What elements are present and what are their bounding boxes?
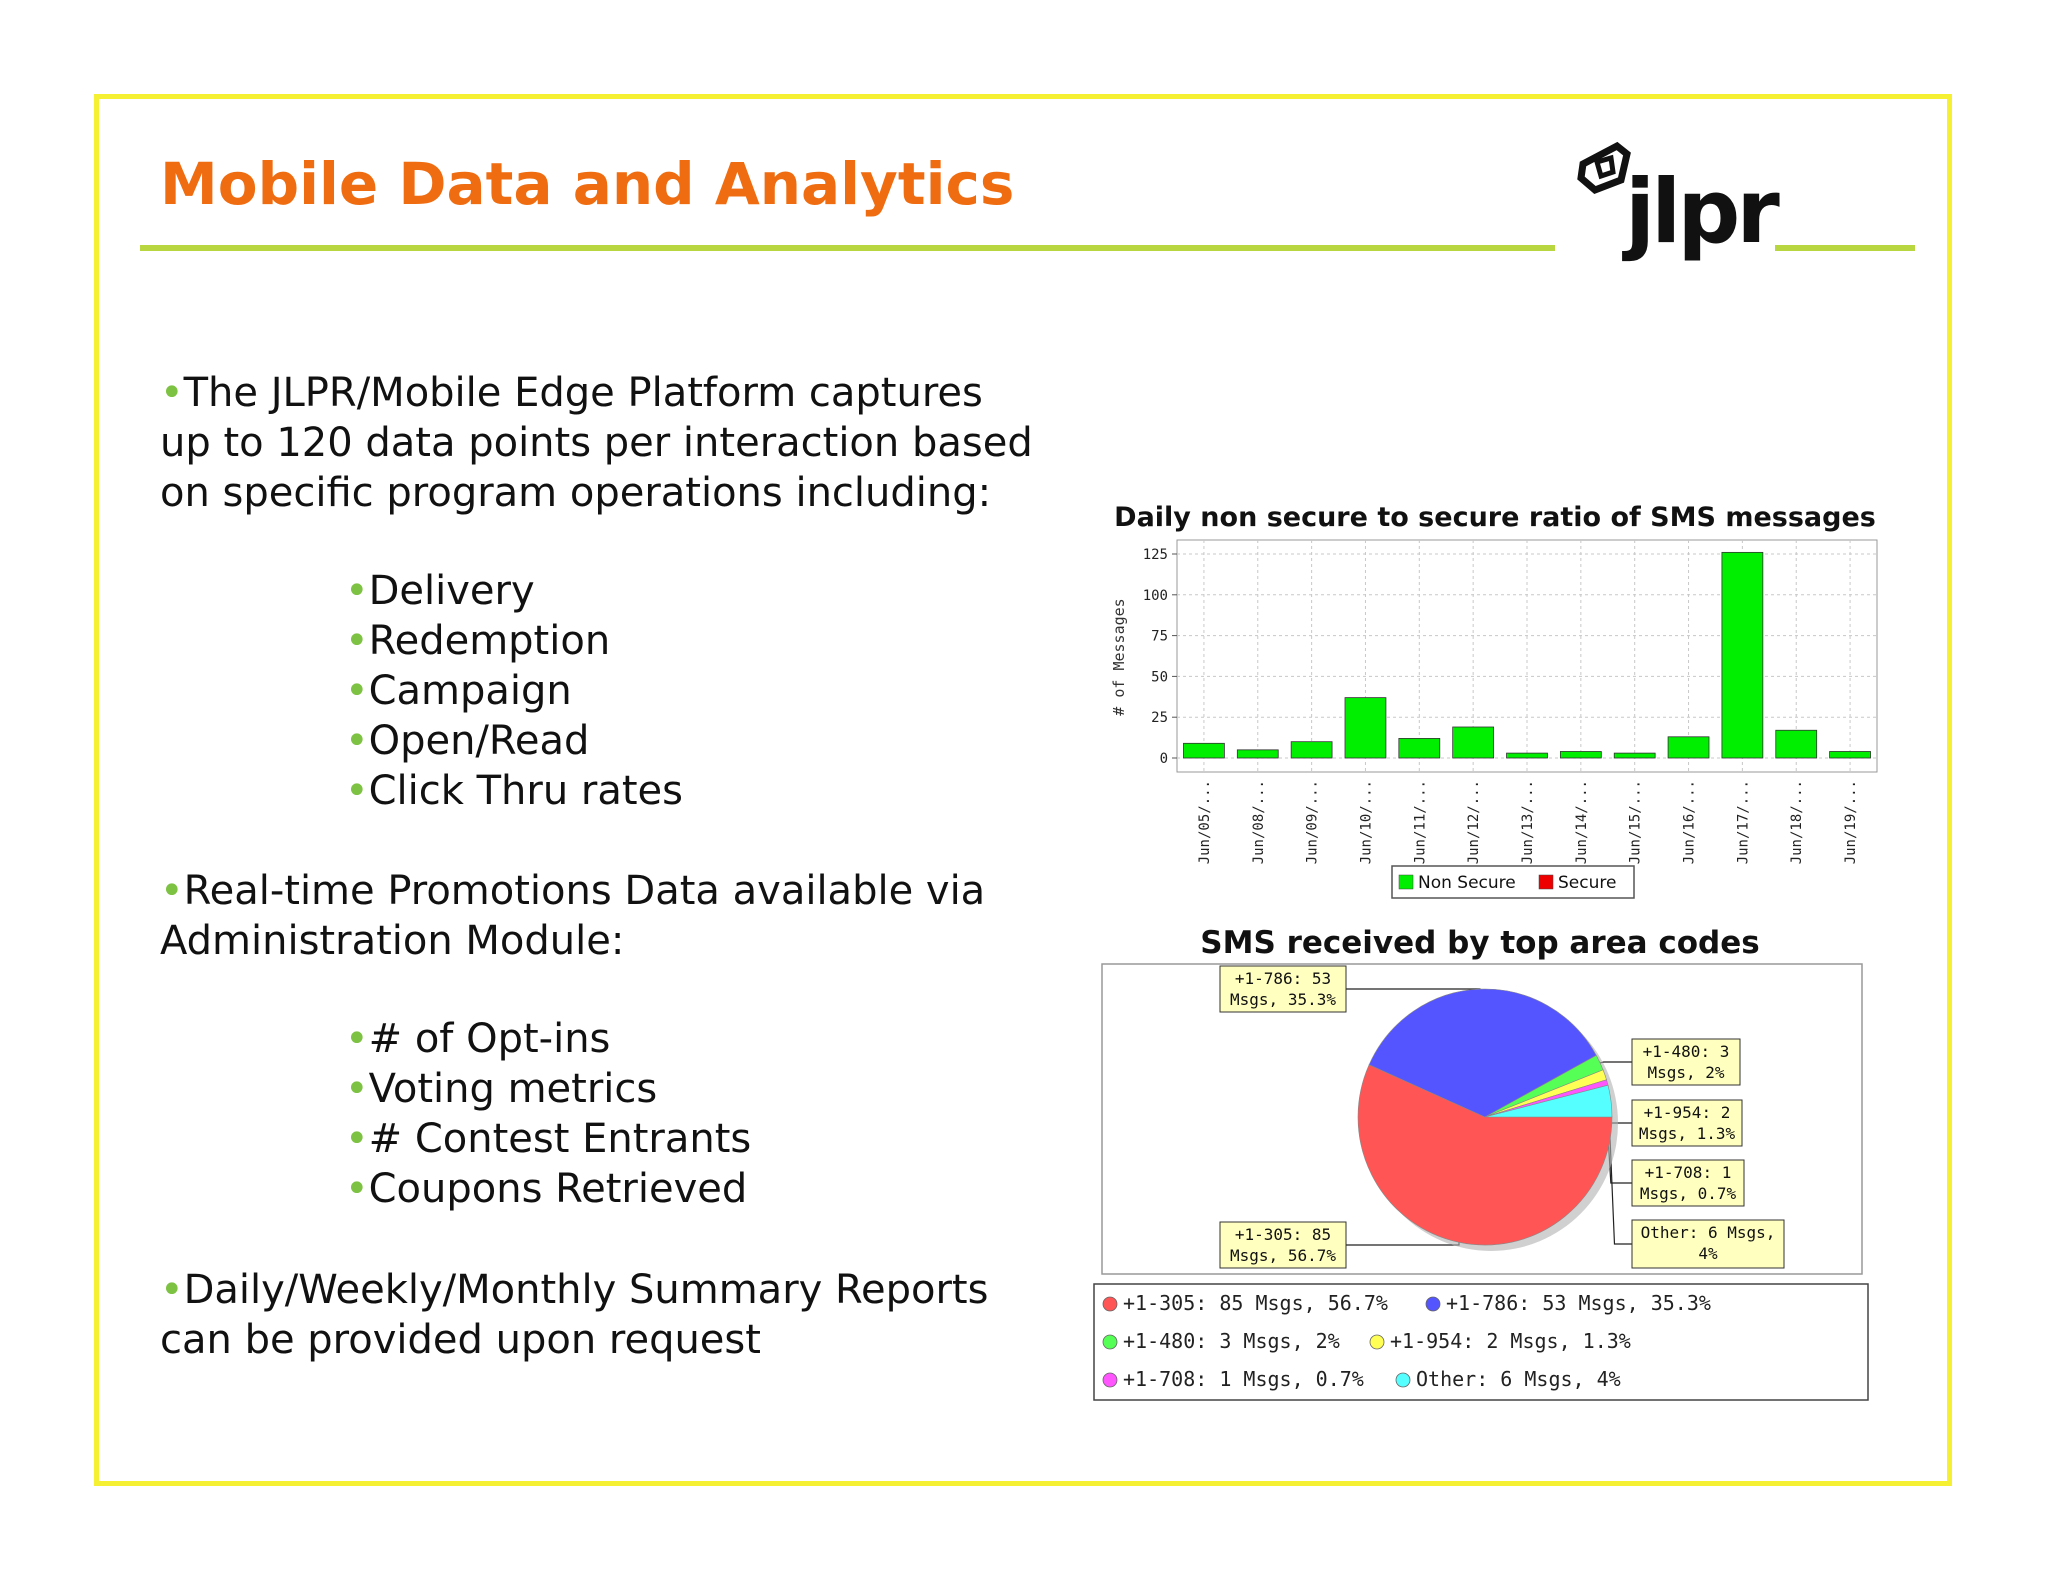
pie-legend-swatch xyxy=(1370,1335,1384,1349)
legend-label-non-secure: Non Secure xyxy=(1418,873,1516,893)
pie-legend-swatch xyxy=(1103,1335,1117,1349)
y-tick-label: 125 xyxy=(1142,547,1168,563)
bar xyxy=(1830,751,1871,758)
x-tick-label: Jun/11/... xyxy=(1412,780,1429,865)
list-item: •Click Thru rates xyxy=(345,768,684,814)
pie-callout-label: +1-786: 53 xyxy=(1234,969,1332,988)
x-tick-label: Jun/14/... xyxy=(1573,780,1590,865)
bar-y-ticks xyxy=(1143,547,1177,767)
bar xyxy=(1453,727,1494,758)
x-tick-label: Jun/05/... xyxy=(1196,780,1213,865)
charts-panel xyxy=(1090,490,1910,1410)
legend-label-secure: Secure xyxy=(1558,873,1617,893)
pie-callout-label: 4% xyxy=(1698,1244,1718,1263)
bar xyxy=(1776,730,1817,758)
y-tick-label: 75 xyxy=(1151,628,1168,645)
pie-legend-label: Other: 6 Msgs, 4% xyxy=(1416,1367,1621,1391)
x-tick-label: Jun/19/... xyxy=(1843,780,1860,865)
pie-legend-label: +1-954: 2 Msgs, 1.3% xyxy=(1390,1329,1631,1353)
pie-chart-title: SMS received by top area codes xyxy=(1200,925,1760,961)
pie-callout-label: Msgs, 35.3% xyxy=(1230,990,1336,1009)
list-item: •Delivery xyxy=(345,568,535,614)
list-item: •Open/Read xyxy=(345,718,590,764)
x-tick-label: Jun/09/... xyxy=(1304,780,1321,865)
para1-line-1: •The JLPR/Mobile Edge Platform captures xyxy=(160,370,983,416)
pie-callout-label: Msgs, 56.7% xyxy=(1230,1246,1336,1265)
list-item: •Voting metrics xyxy=(345,1066,658,1112)
x-tick-label: Jun/08/... xyxy=(1250,780,1267,865)
pie-callout-label: +1-305: 85 xyxy=(1234,1225,1332,1244)
list-item: •Redemption xyxy=(345,618,611,664)
bar xyxy=(1614,753,1655,758)
pie-legend-swatch xyxy=(1103,1297,1117,1311)
pie-legend-swatch xyxy=(1396,1373,1410,1387)
pie-legend-label: +1-480: 3 Msgs, 2% xyxy=(1123,1329,1340,1353)
x-tick-label: Jun/12/... xyxy=(1466,780,1483,865)
bar xyxy=(1183,743,1224,758)
y-tick-label: 100 xyxy=(1142,587,1168,604)
list-item: •Campaign xyxy=(345,668,572,714)
logo-text: jlpr xyxy=(1625,160,1776,263)
para1-line-3: on specific program operations including: xyxy=(160,470,992,516)
pie-callout-label: Msgs, 1.3% xyxy=(1638,1124,1736,1143)
x-tick-label: Jun/18/... xyxy=(1789,780,1806,865)
y-tick-label: 50 xyxy=(1151,669,1168,686)
para2-line-1: •Real-time Promotions Data available via xyxy=(160,868,986,914)
bar xyxy=(1668,737,1709,758)
para1-line-2: up to 120 data points per interaction based xyxy=(160,420,1033,466)
y-tick-label: 0 xyxy=(1159,751,1168,767)
bar xyxy=(1291,742,1332,758)
title-rule-left xyxy=(140,245,1555,251)
list-item: •# Contest Entrants xyxy=(345,1116,752,1162)
bar xyxy=(1237,750,1278,758)
pie-legend-label: +1-708: 1 Msgs, 0.7% xyxy=(1123,1367,1364,1391)
para3-line-2: can be provided upon request xyxy=(160,1317,761,1363)
pie-legend-label: +1-786: 53 Msgs, 35.3% xyxy=(1446,1291,1711,1315)
para2-line-2: Administration Module: xyxy=(160,918,625,964)
pie-callout-label: +1-480: 3 xyxy=(1642,1042,1730,1061)
bar xyxy=(1345,698,1386,758)
slide-title: Mobile Data and Analytics xyxy=(160,150,1015,218)
x-tick-label: Jun/16/... xyxy=(1681,780,1698,865)
pie-legend-label: +1-305: 85 Msgs, 56.7% xyxy=(1123,1291,1388,1315)
pie-legend-swatch xyxy=(1426,1297,1440,1311)
bar xyxy=(1722,552,1763,758)
bar-chart xyxy=(1110,502,1877,898)
title-rule-right xyxy=(1775,245,1915,251)
bar-x-ticks xyxy=(1197,780,1859,864)
pie-callout-label: Other: 6 Msgs, xyxy=(1640,1223,1776,1242)
legend-swatch-secure xyxy=(1539,875,1553,889)
bar xyxy=(1399,738,1440,758)
para3-line-1: •Daily/Weekly/Monthly Summary Reports xyxy=(160,1267,989,1313)
list-item: •# of Opt-ins xyxy=(345,1016,611,1062)
pie-callout-label: Msgs, 2% xyxy=(1647,1063,1725,1082)
y-tick-label: 25 xyxy=(1151,710,1168,727)
bar xyxy=(1560,751,1601,758)
pie-legend-swatch xyxy=(1103,1373,1117,1387)
x-tick-label: Jun/17/... xyxy=(1735,780,1752,865)
x-tick-label: Jun/15/... xyxy=(1627,780,1644,865)
bar xyxy=(1507,753,1548,758)
pie-callout-label: +1-708: 1 xyxy=(1644,1163,1732,1182)
list-item: •Coupons Retrieved xyxy=(345,1166,748,1212)
pie-callout-label: +1-954: 2 xyxy=(1643,1103,1731,1122)
pie-callout-label: Msgs, 0.7% xyxy=(1639,1184,1737,1203)
bar-chart-ylabel: # of Messages xyxy=(1110,598,1128,716)
x-tick-label: Jun/10/... xyxy=(1358,780,1375,865)
bar-legend xyxy=(1392,866,1634,898)
legend-swatch-non-secure xyxy=(1399,875,1413,889)
x-tick-label: Jun/13/... xyxy=(1520,780,1536,865)
pie-chart xyxy=(1094,925,1868,1400)
bar-chart-title: Daily non secure to secure ratio of SMS messages xyxy=(1114,502,1876,533)
